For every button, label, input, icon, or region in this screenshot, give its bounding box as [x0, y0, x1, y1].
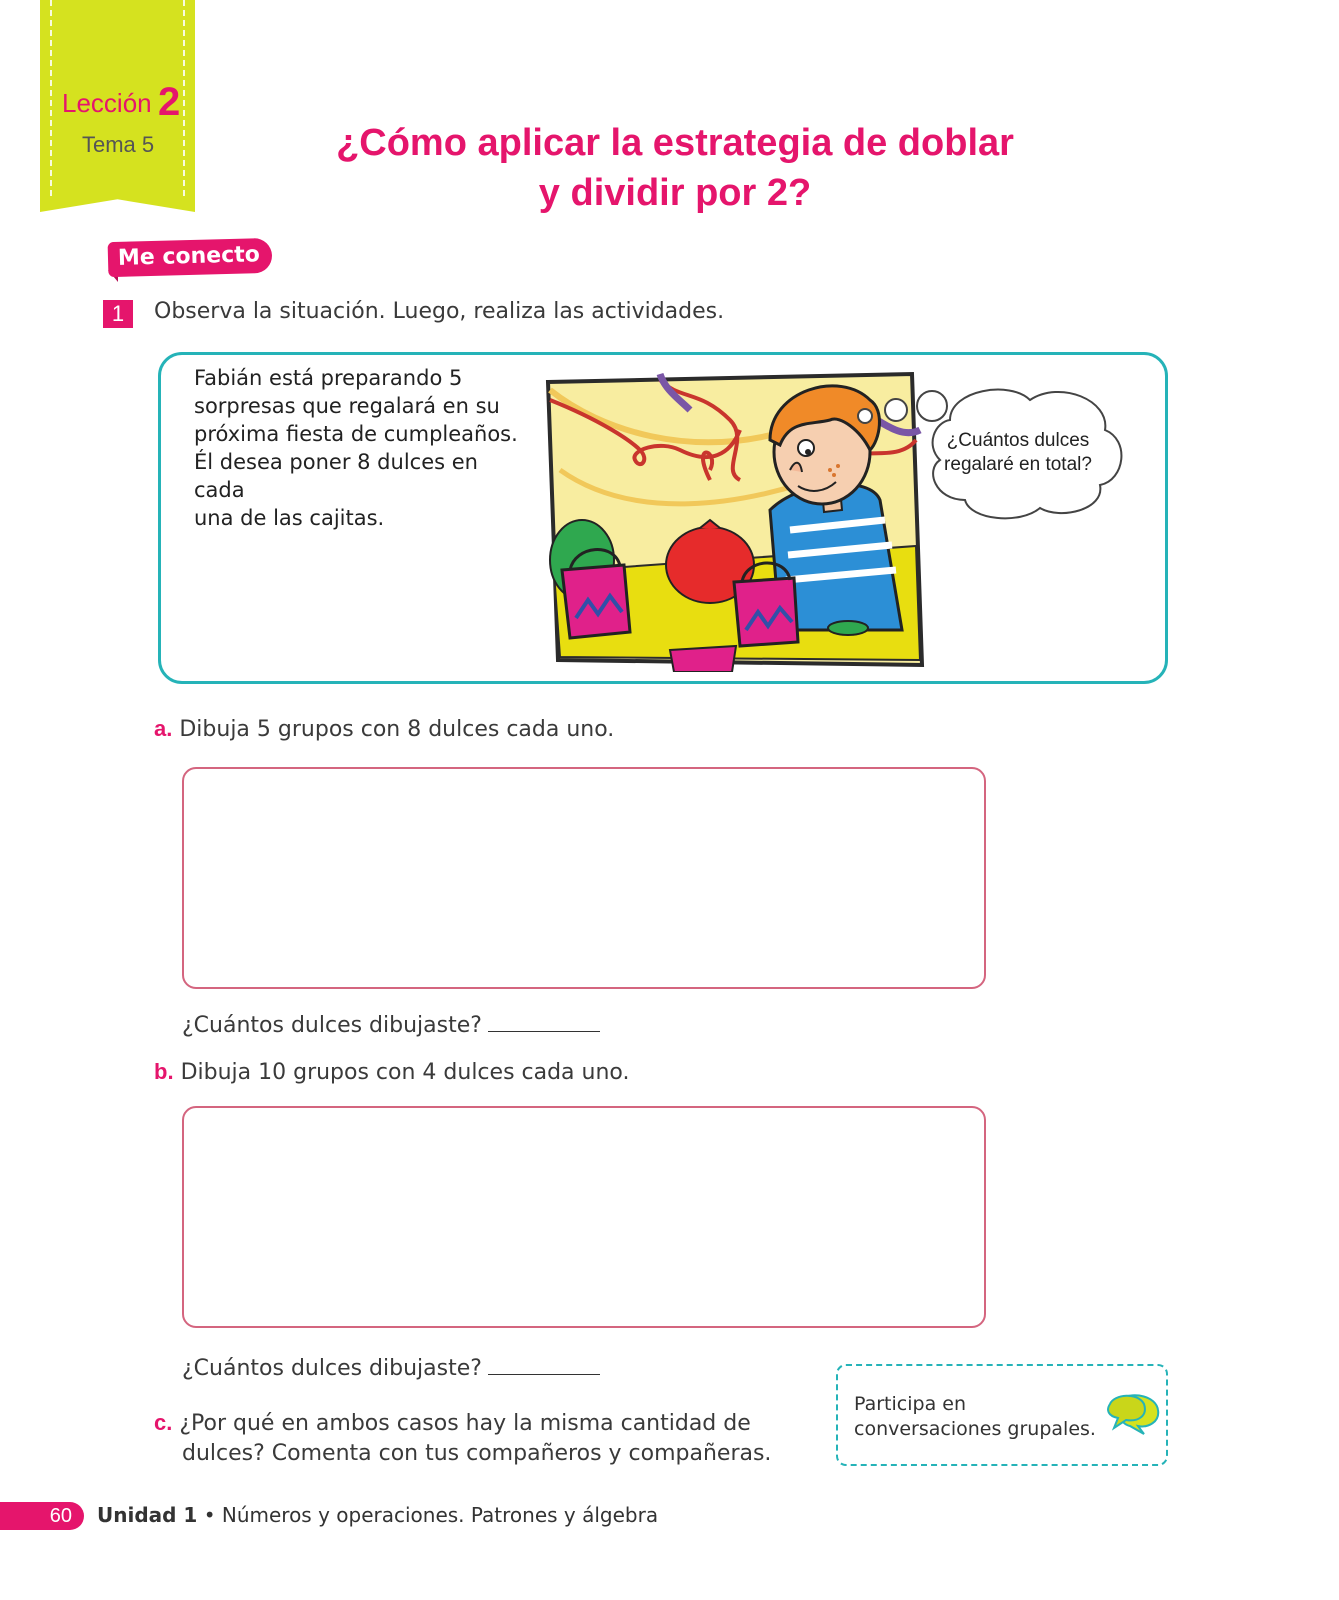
thought-line-1: ¿Cuántos dulces — [946, 430, 1090, 451]
story-line: sorpresas que regalará en su — [194, 394, 500, 418]
question-b — [154, 1059, 630, 1085]
story-line: próxima fiesta de cumpleaños. — [194, 422, 518, 446]
lesson-label: Lección — [62, 88, 152, 118]
followup-text: ¿Cuántos dulces dibujaste? — [182, 1356, 482, 1381]
drawing-area-a[interactable] — [182, 767, 986, 989]
footer-subject: Números y operaciones. Patrones y álgebra — [221, 1503, 659, 1527]
answer-line-b[interactable] — [488, 1374, 600, 1375]
question-c — [154, 1408, 771, 1469]
story-text — [194, 364, 534, 532]
question-text-line-1: ¿Por qué en ambos casos hay la misma cantidad de — [179, 1411, 751, 1436]
tip-text — [854, 1392, 1096, 1442]
activity-number: 1 — [103, 300, 133, 328]
tip-line-2: conversaciones grupales. — [854, 1418, 1096, 1440]
footer-separator: • — [197, 1503, 222, 1527]
footer-unit: Unidad 1 — [97, 1503, 198, 1527]
drawing-area-b[interactable] — [182, 1106, 986, 1328]
story-line: Fabián está preparando 5 — [194, 366, 463, 390]
answer-line-a[interactable] — [488, 1031, 600, 1032]
thought-line-2: regalaré en total? — [944, 454, 1092, 475]
question-letter: a. — [154, 716, 173, 741]
topic-label: Tema 5 — [82, 132, 155, 157]
followup-text: ¿Cuántos dulces dibujaste? — [182, 1013, 482, 1038]
followup-a — [182, 1013, 600, 1038]
story-line: una de las cajitas. — [194, 506, 385, 530]
page-number: 60 — [0, 1502, 84, 1530]
question-text-line-2: dulces? Comenta con tus compañeros y compañeras. — [182, 1441, 772, 1466]
followup-b — [182, 1356, 600, 1381]
speech-bubbles-icon — [1104, 1390, 1162, 1436]
boy-illustration — [540, 360, 1130, 672]
title-line-1: ¿Cómo aplicar la estrategia de doblar — [336, 122, 1014, 164]
question-letter: c. — [154, 1410, 173, 1435]
story-line: Él desea poner 8 dulces en cada — [194, 450, 478, 502]
question-letter: b. — [154, 1059, 174, 1084]
tip-line-1: Participa en — [854, 1393, 966, 1415]
footer-text — [97, 1503, 658, 1527]
page-title — [280, 118, 1070, 218]
section-tag: Me conecto — [108, 238, 273, 277]
question-text: Dibuja 5 grupos con 8 dulces cada uno. — [179, 717, 615, 742]
question-text: Dibuja 10 grupos con 4 dulces cada uno. — [180, 1060, 630, 1085]
activity-instruction: Observa la situación. Luego, realiza las actividades. — [154, 299, 725, 324]
title-line-2: y dividir por 2? — [538, 172, 812, 214]
question-a — [154, 716, 614, 742]
lesson-number: 2 — [158, 80, 181, 124]
